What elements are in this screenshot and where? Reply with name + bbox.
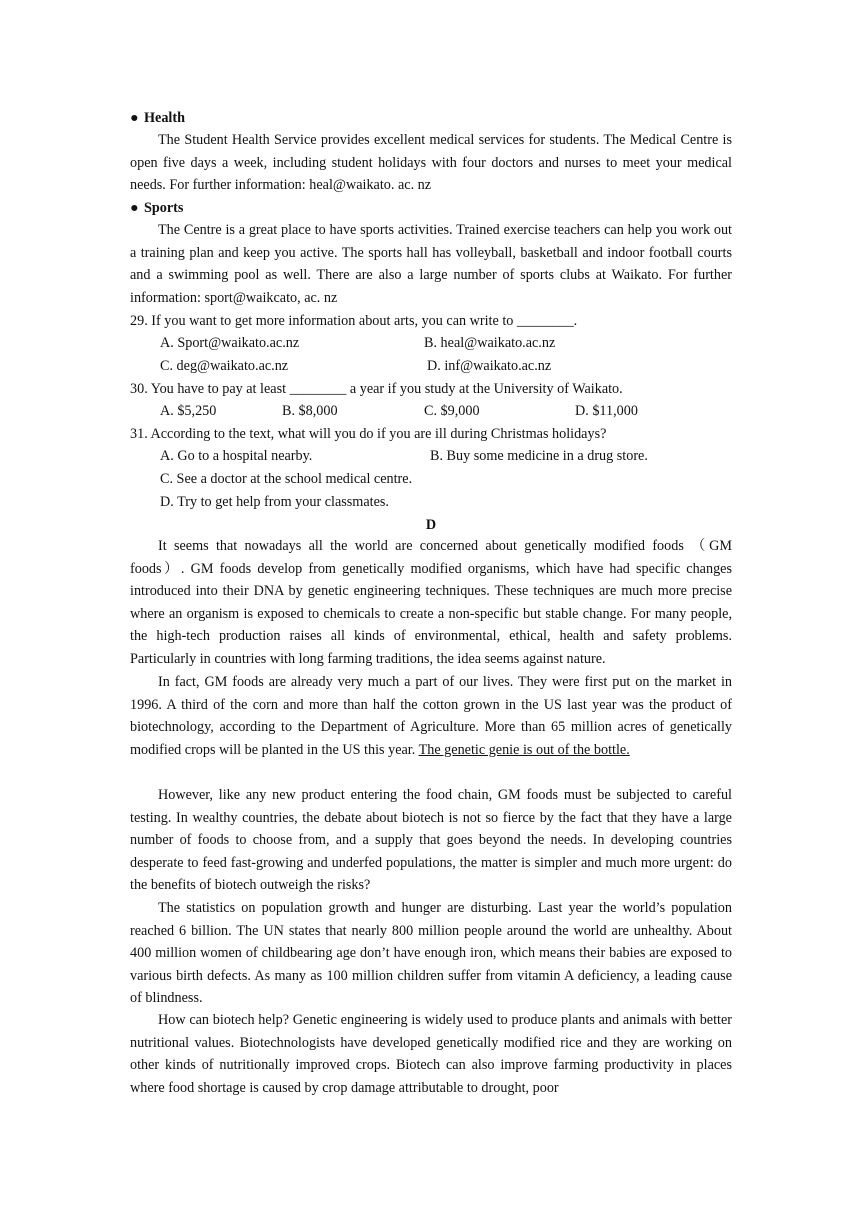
section-d-paragraph-2 <box>130 671 732 761</box>
bullet-icon: ● <box>130 200 139 216</box>
question-30-option-a: A. $5,250 <box>160 403 217 419</box>
question-31-option-a: A. Go to a hospital nearby. <box>160 448 313 464</box>
question-31-option-c: C. See a doctor at the school medical centre. <box>160 471 413 487</box>
question-31-option-d: D. Try to get help from your classmates. <box>160 494 389 510</box>
question-30-option-d: D. $11,000 <box>575 403 638 419</box>
section-d-paragraph-4: The statistics on population growth and hunger are disturbing. Last year the world’s population reached 6 billion. The UN states that nearly 800 million people around the world are unhealthy. About 400 million women of childbearing age don’t have enough iron, which means their babies are exposed to various birth defects. As many as 100 million children suffer from vitamin A deficiency, a leading cause of blindness. <box>130 900 732 1007</box>
question-30-stem: 30. You have to pay at least ________ a year if you study at the University of Waikato. <box>130 381 623 397</box>
sports-heading <box>130 197 732 219</box>
sports-paragraph: The Centre is a great place to have sports activities. Trained exercise teachers can help you work out a training plan and keep you active. The sports hall has volleyball, basketball and indoor football courts and a swimming pool as well. There are also a large number of sports clubs at Waikato. For further information: sport@waikcato, ac. nz <box>130 222 732 306</box>
bullet-icon: ● <box>130 110 139 126</box>
question-31-stem: 31. According to the text, what will you do if you are ill during Christmas holidays? <box>130 426 607 442</box>
question-30-option-b: B. $8,000 <box>282 403 338 419</box>
question-30-option-c: C. $9,000 <box>424 403 480 419</box>
question-29-stem: 29. If you want to get more information about arts, you can write to ________. <box>130 313 578 329</box>
health-paragraph: The Student Health Service provides excellent medical services for students. The Medical Centre is open five days a week, including student holidays with four doctors and nurses to meet your medical needs. For further information: heal@waikato. ac. nz <box>130 132 732 194</box>
question-31-option-b: B. Buy some medicine in a drug store. <box>430 448 648 464</box>
section-d-paragraph-5: How can biotech help? Genetic engineering is widely used to produce plants and animals with better nutritional values. Biotechnologists have developed genetically modified rice and they are working on other kinds of nutritionally improved crops. Biotech can also improve farming productivity in places where food shortage is caused by crop damage attributable to drought, poor <box>130 1012 732 1096</box>
question-29-option-d: D. inf@waikato.ac.nz <box>427 358 552 374</box>
paragraph-2-text: In fact, GM foods are already very much a part of our lives. They were first put on the market in 1996. A third of the corn and more than half the cotton grown in the US last year was the product of biotechnology, according to the Department of Agriculture. More than 65 million acres of genetically modified crops will be planted in the US this year. <box>130 674 732 758</box>
section-d-title: D <box>425 517 437 533</box>
health-heading-text: Health <box>144 110 185 126</box>
section-d-paragraph-1: It seems that nowadays all the world are concerned about genetically modified foods （GM foods）. GM foods develop from genetically modified organisms, which have had specific changes introduced into their DNA by genetic engineering techniques. These techniques are much more precise where an organism is exposed to chemicals to create a non-specific but stable change. For many people, the high-tech production raises all kinds of environmental, ethical, health and safety problems. Particularly in countries with long farming traditions, the idea seems against nature. <box>130 538 732 667</box>
sports-heading-text: Sports <box>144 200 184 216</box>
health-heading <box>130 107 732 129</box>
question-29-option-b: B. heal@waikato.ac.nz <box>424 335 556 351</box>
underlined-sentence: The genetic genie is out of the bottle. <box>418 741 630 758</box>
section-d-paragraph-3: However, like any new product entering the food chain, GM foods must be subjected to careful testing. In wealthy countries, the debate about biotech is not so fierce by the fact that they have a large number of foods to choose from, and a supply that goes beyond the needs. In developing countries desperate to feed fast-growing and underfed populations, the matter is simpler and much more urgent: do the benefits of biotech outweigh the risks? <box>130 787 732 894</box>
question-29-option-c: C. deg@waikato.ac.nz <box>160 358 289 374</box>
question-29-option-a: A. Sport@waikato.ac.nz <box>160 335 300 351</box>
